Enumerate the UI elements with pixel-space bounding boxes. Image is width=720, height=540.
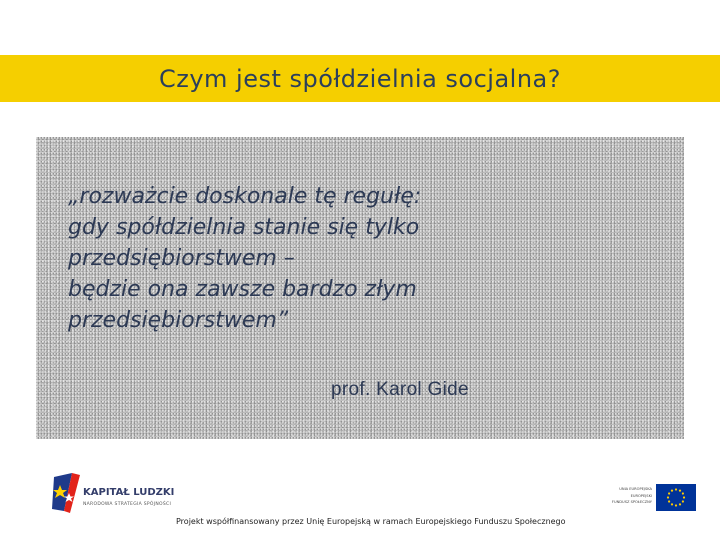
title-bar — [0, 55, 720, 102]
quote-line: gdy spółdzielnia stanie się tylko — [68, 215, 420, 240]
kapital-ludzki-star-logo-icon — [52, 473, 80, 513]
quote-panel — [36, 137, 684, 439]
quote-line: będzie ona zawsze bardzo złym — [68, 277, 417, 302]
slide-title: Czym jest spółdzielnia socjalna? — [158, 64, 561, 93]
eu-logo-line: EUROPEJSKI — [630, 493, 652, 498]
quote-line: przedsiębiorstwem” — [68, 308, 289, 333]
quote-text — [68, 181, 421, 336]
eu-logo-text — [600, 486, 652, 506]
eu-logo-line: FUNDUSZ SPOŁECZNY — [611, 500, 652, 504]
kapital-ludzki-subtitle: NARODOWA STRATEGIA SPÓJNOŚCI — [83, 502, 172, 507]
eu-logo — [600, 484, 700, 512]
funding-note: Projekt współfinansowany przez Unię Europejską w ramach Europejskiego Funduszu Społecznego — [176, 517, 566, 526]
kapital-ludzki-logo — [52, 473, 192, 515]
quote-line: przedsiębiorstwem – — [68, 246, 295, 271]
eu-logo-line: UNIA EUROPEJSKA — [619, 487, 652, 491]
quote-author: prof. Karol Gide — [331, 379, 469, 400]
eu-flag-icon — [656, 484, 696, 511]
kapital-ludzki-name: KAPITAŁ LUDZKI — [83, 487, 175, 498]
quote-line: „rozważcie doskonale tę regułę: — [68, 184, 422, 209]
